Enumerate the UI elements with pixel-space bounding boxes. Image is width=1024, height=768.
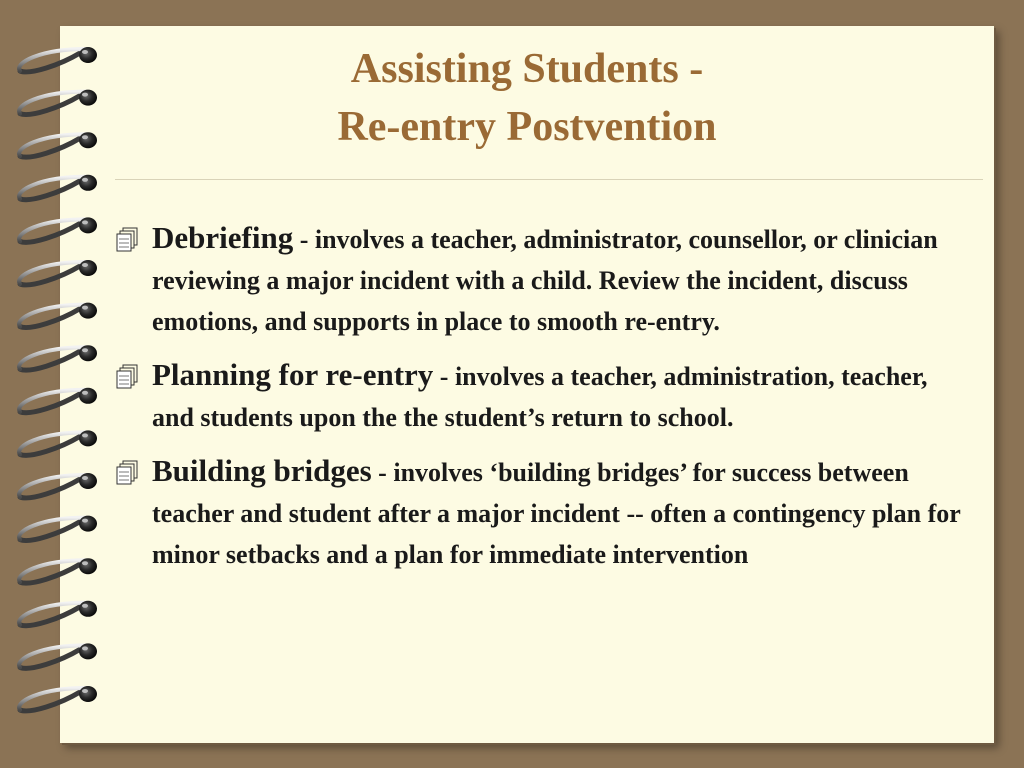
bullet-separator: - [433,362,455,391]
spiral-ring-icon [19,473,97,498]
notepad-icon [115,459,141,485]
spiral-ring-icon [19,388,97,413]
spiral-ring-icon [19,175,97,200]
spiral-ring-icon [19,303,97,328]
slide-title [60,40,994,156]
bullet-description: involves ‘building bridges’ for success between teacher and student after a major incident -- often a contingency plan for minor setbacks and a plan for immediate intervention [152,458,961,569]
title-divider [115,179,983,180]
bullet-item-building-bridges [115,450,965,575]
spiral-ring-icon [19,686,97,711]
bullet-description: involves a teacher, administrator, counsellor, or clinician reviewing a major incident with a child. Review the incident, discuss emotions, and supports in place to smooth re-entry. [152,225,938,336]
spiral-ring-icon [19,345,97,370]
bullet-separator: - [371,458,394,487]
spiral-ring-icon [19,217,97,242]
bullet-list [115,217,965,587]
spiral-ring-icon [19,516,97,541]
spiral-ring-icon [19,601,97,626]
slide-title-line-2: Re-entry Postvention [337,104,717,150]
bullet-term: Building bridges [152,453,372,488]
bullet-text [152,217,965,342]
notepad-icon [115,226,141,252]
bullet-description: involves a teacher, administration, teacher, and students upon the the student’s return to school. [152,362,928,432]
bullet-text [152,354,965,438]
bullet-item-debriefing [115,217,965,342]
bullet-term: Debriefing [152,220,294,255]
slide-title-line-1: Assisting Students - [350,46,704,92]
spiral-ring-icon [19,430,97,455]
notepad-icon [115,363,141,389]
bullet-term: Planning for re-entry [152,357,434,392]
bullet-item-planning [115,354,965,438]
spiral-ring-icon [19,260,97,285]
bullet-text [152,450,965,575]
spiral-ring-icon [19,643,97,668]
spiral-ring-icon [19,558,97,583]
bullet-separator: - [293,225,315,254]
